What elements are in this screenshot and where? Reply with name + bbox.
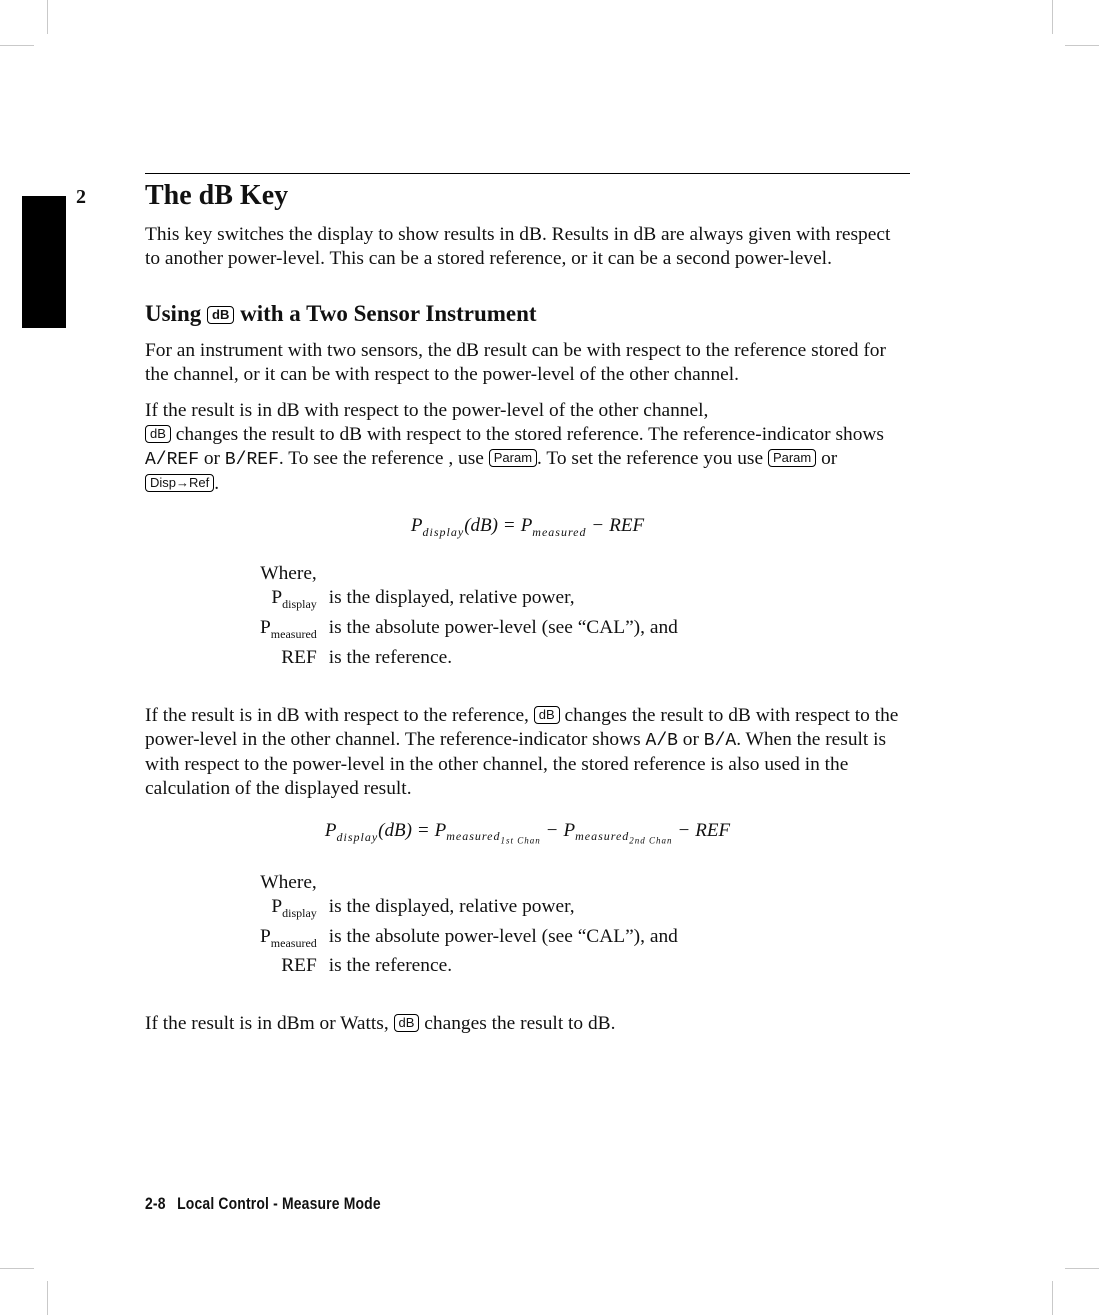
definition-text: is the displayed, relative power, [328, 895, 575, 917]
crop-mark [0, 45, 34, 46]
definitions-table [260, 871, 678, 979]
disp-ref-key-glyph: Disp→Ref [145, 474, 214, 492]
header-rule [145, 173, 910, 174]
crop-mark [47, 1281, 48, 1315]
formula-subscript: measured [446, 829, 501, 844]
definition-subscript: measured [270, 626, 317, 641]
param-key-glyph: Param [768, 449, 816, 467]
text-run: changes the result to dB with respect to the stored reference. The reference-indicator shows [170, 424, 884, 445]
text-run: If the result is in dB with respect to the reference, [145, 704, 534, 726]
formula-symbol: P [324, 819, 337, 841]
formula-symbol: P [563, 819, 576, 841]
where-intro: Where, [260, 562, 317, 584]
crop-mark [1065, 45, 1099, 46]
formula-subsubscript: 1st Chan [500, 835, 541, 846]
indicator-code: B/REF [224, 450, 279, 470]
text-run: . [214, 473, 220, 494]
definitions-table [260, 562, 678, 670]
param-key-glyph: Param [489, 449, 537, 467]
formula-argument: (dB) [378, 819, 412, 841]
paragraph-reference [145, 704, 910, 801]
text-run: or [677, 728, 704, 750]
definition-text: is the reference. [328, 955, 453, 977]
definition-row [260, 954, 678, 978]
crop-mark [1052, 0, 1053, 34]
formula-subscript: display [422, 524, 465, 539]
formula-subscript: display [336, 829, 379, 844]
crop-mark [1052, 1281, 1053, 1315]
indicator-code: A/REF [145, 450, 200, 470]
text-run: or [199, 448, 225, 469]
formula-relative-power [145, 514, 910, 544]
where-list-1 [145, 562, 910, 670]
footer-title: Local Control - Measure Mode [177, 1194, 381, 1213]
text-run: If the result is in dBm or Watts, [145, 1013, 394, 1035]
definition-symbol: P [260, 616, 271, 638]
subsection-title [145, 299, 910, 329]
definition-subscript: measured [270, 935, 317, 950]
formula-subsubscript: 2nd Chan [629, 835, 673, 846]
crop-mark [0, 1268, 34, 1269]
definition-text: is the reference. [328, 646, 453, 668]
formula-operator: − [678, 819, 690, 841]
where-intro: Where, [260, 871, 317, 893]
page-number: 2-8 [145, 1194, 166, 1213]
paragraph-other-channel [145, 399, 910, 496]
text-run: . When the result is with respect to the power-level in the other channel, the stored reference is also used in the calculation of the displayed result. [145, 728, 887, 799]
chapter-tab-marker [22, 196, 66, 328]
formula-subscript: measured [575, 829, 630, 844]
subsection-title-pre: Using [145, 301, 202, 326]
definition-symbol: REF [281, 646, 317, 668]
formula-symbol: P [434, 819, 447, 841]
text-run: . To set the reference you use [537, 448, 768, 469]
definition-row [260, 895, 678, 925]
indicator-code: B/A [703, 730, 737, 751]
definition-row [260, 586, 678, 616]
chapter-number: 2 [76, 186, 86, 208]
db-key-glyph: dB [394, 1014, 420, 1032]
section-title: The dB Key [145, 180, 289, 211]
definition-symbol: REF [281, 955, 317, 977]
crop-mark [47, 0, 48, 34]
formula-symbol: REF [695, 819, 731, 841]
page-content [145, 178, 910, 1036]
text-run: changes the result to dB. [419, 1013, 616, 1035]
formula-symbol: P [410, 515, 423, 536]
formula-symbol: REF [609, 515, 645, 536]
text-run: or [816, 448, 838, 469]
formula-symbol: P [520, 515, 533, 536]
definition-row [260, 616, 678, 646]
section-intro: This key switches the display to show results in dB. Results in dB are always given with respect to another power-level. This can be a stored reference, or it can be a second power-level. [145, 224, 891, 269]
definition-symbol: P [271, 586, 283, 608]
definition-subscript: display [282, 905, 317, 920]
text-run: . To see the reference , use [278, 448, 489, 469]
paragraph-dbm-watts [145, 1012, 910, 1036]
subsection-title-post: with a Two Sensor Instrument [240, 301, 537, 326]
db-key-glyph: dB [207, 306, 234, 324]
crop-mark [1065, 1268, 1099, 1269]
indicator-code: A/B [645, 730, 678, 751]
text-run: changes the result to dB with respect to the power-level in the other channel. The reference-indicator shows [145, 704, 899, 750]
definition-text: is the displayed, relative power, [328, 586, 575, 608]
formula-operator: = [417, 819, 429, 841]
formula-operator: = [503, 515, 515, 536]
db-key-glyph: dB [145, 425, 171, 443]
definition-text: is the absolute power-level (see “CAL”), and [328, 925, 678, 947]
formula-operator: − [592, 515, 604, 536]
definition-symbol: P [271, 895, 283, 917]
definition-symbol: P [260, 925, 271, 947]
where-list-2 [145, 871, 910, 979]
formula-operator: − [546, 819, 558, 841]
formula-two-channel [145, 819, 910, 853]
definition-text: is the absolute power-level (see “CAL”), and [328, 616, 678, 638]
formula-argument: (dB) [464, 515, 498, 536]
formula-subscript: measured [532, 524, 587, 539]
definition-row [260, 646, 678, 670]
text-run: If the result is in dB with respect to the power-level of the other channel, [145, 400, 709, 421]
paragraph-two-sensors: For an instrument with two sensors, the dB result can be with respect to the reference stored for the channel, or it can be with respect to the power-level of the other channel. [145, 340, 886, 385]
db-key-glyph: dB [534, 706, 560, 724]
definition-row [260, 925, 678, 955]
page-footer [145, 1194, 381, 1214]
definition-subscript: display [282, 596, 317, 611]
